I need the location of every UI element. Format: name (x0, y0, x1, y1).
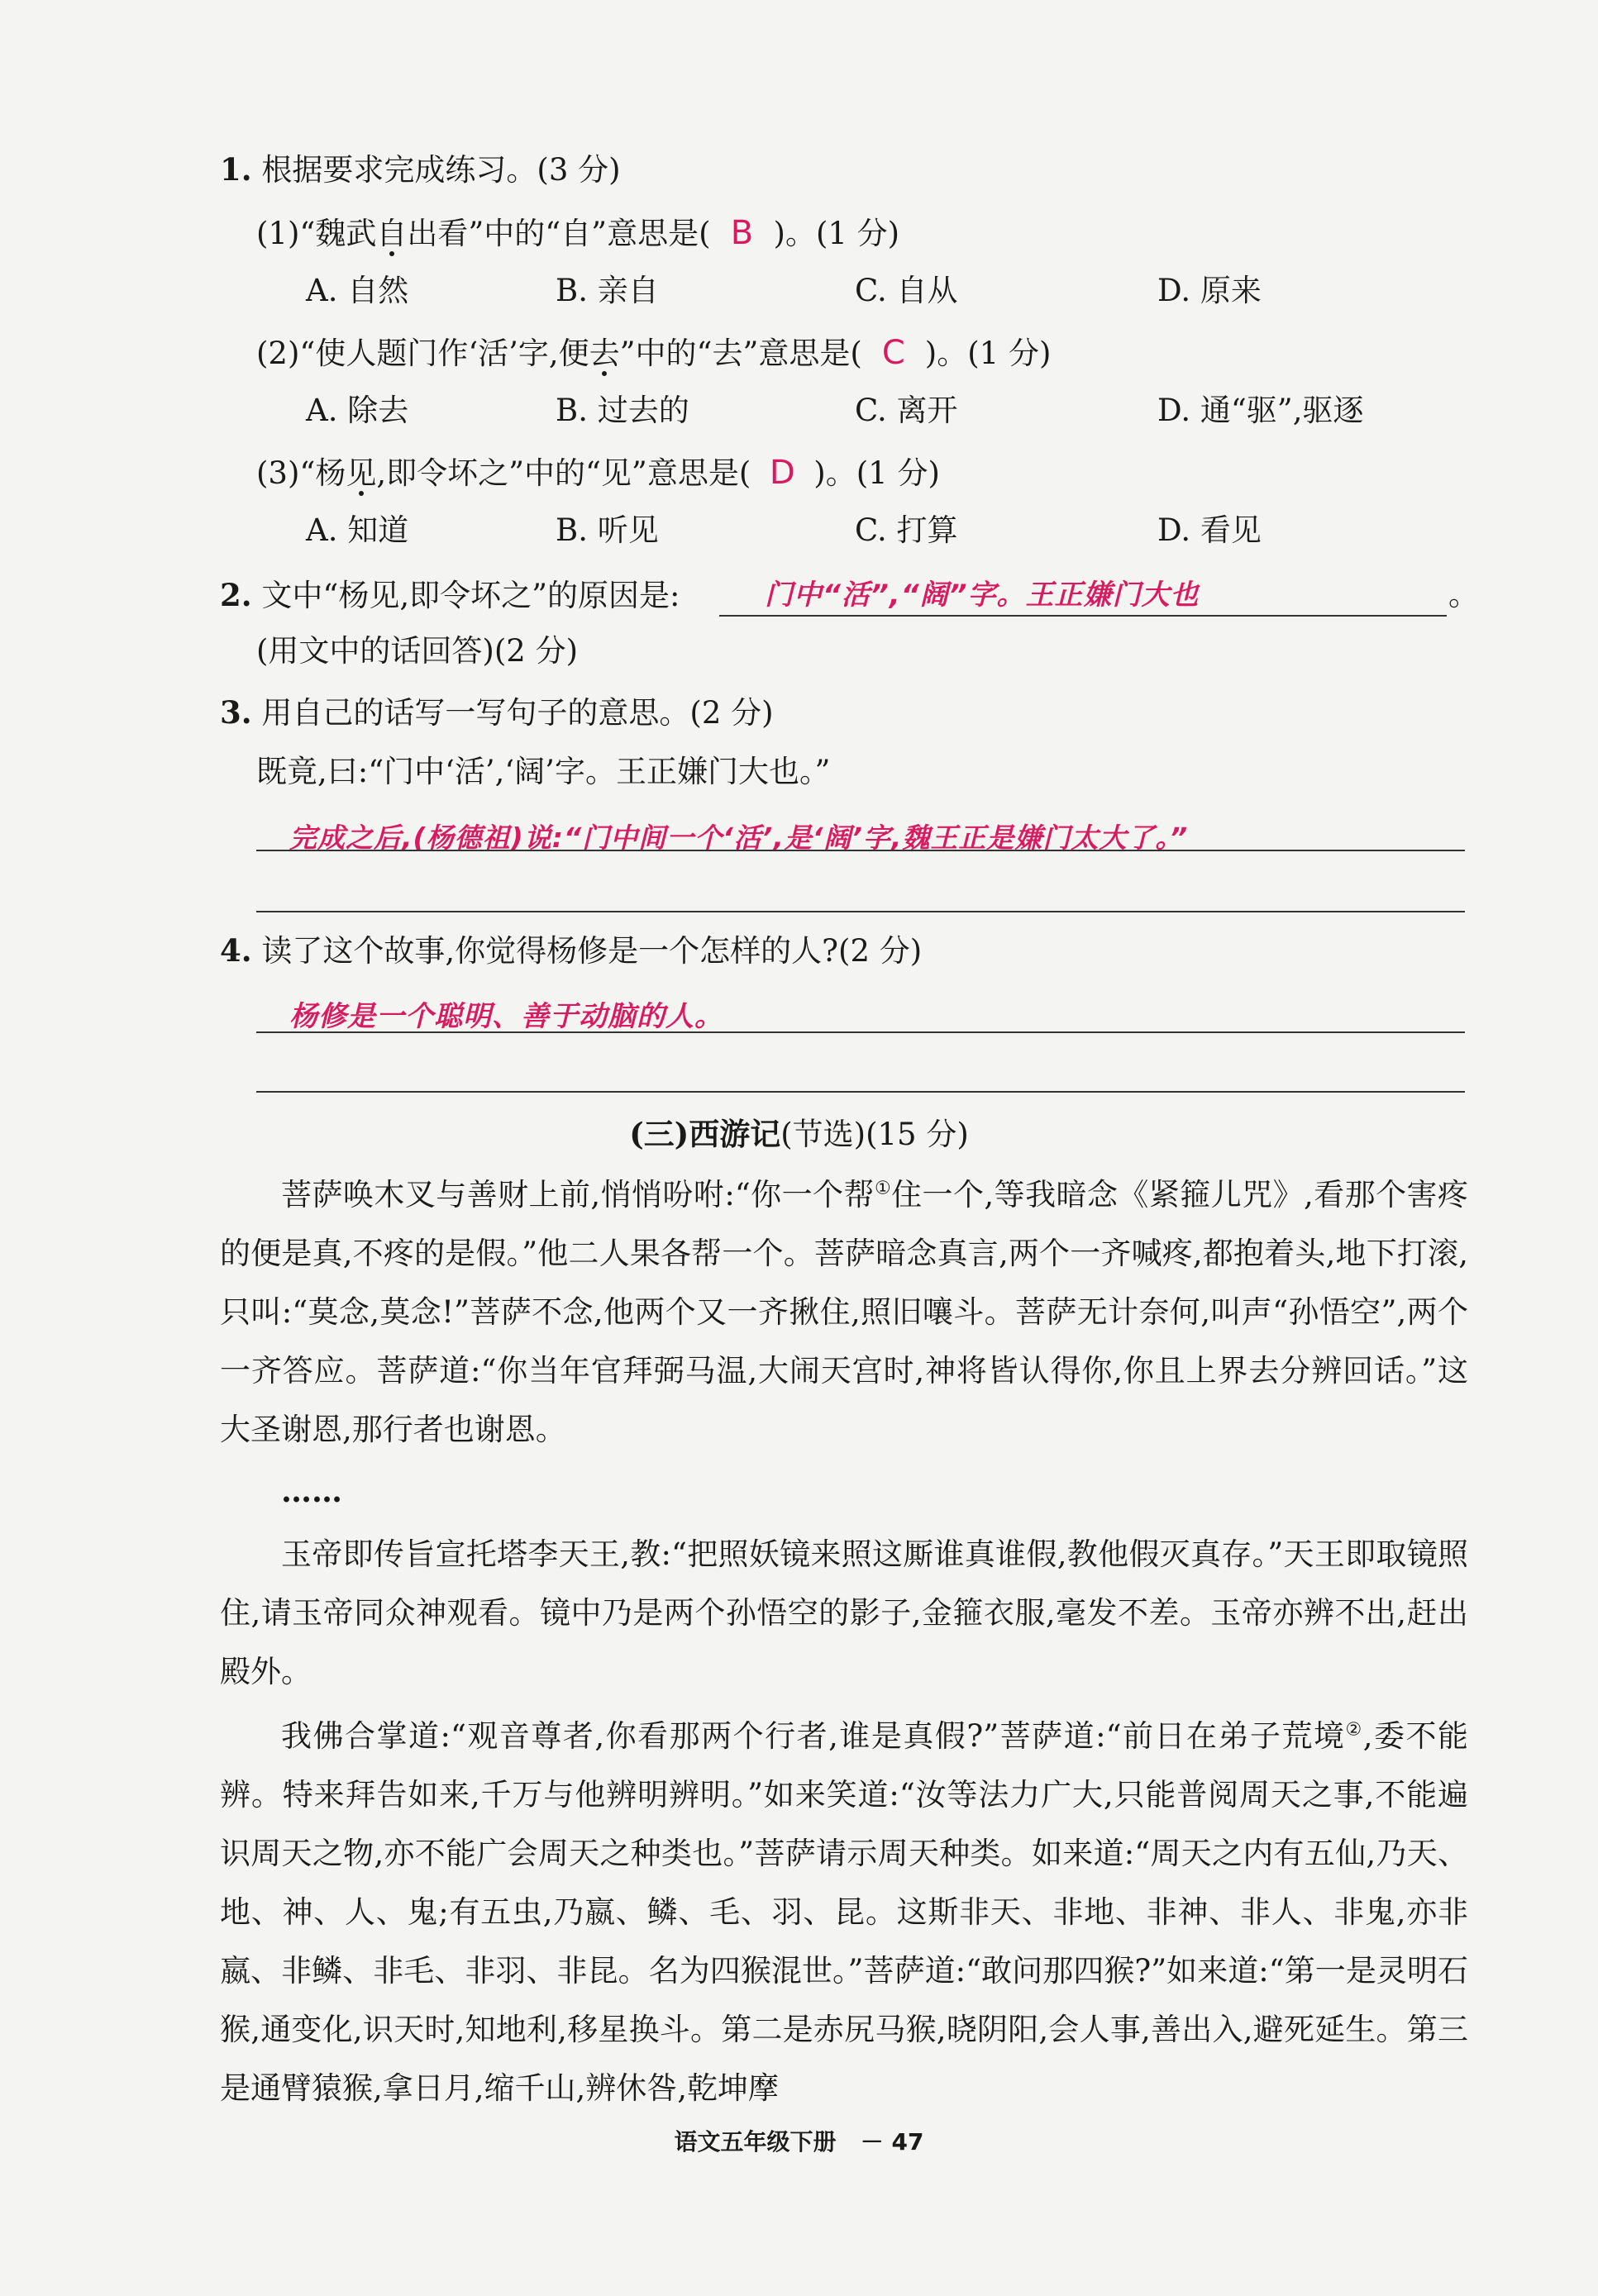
q4-stem: 4. 读了这个故事,你觉得杨修是一个怎样的人?(2 分) (220, 932, 923, 969)
q1-number: 1. (220, 151, 252, 188)
q1-sub1-option-c: C. 自从 (855, 273, 958, 308)
q1-sub2-option-c: C. 离开 (855, 393, 958, 428)
book-title: 语文五年级下册 (674, 2128, 837, 2155)
q2-note: (用文中的话回答)(2 分) (256, 633, 579, 669)
q4-answer-line-2 (256, 1091, 1465, 1093)
q1-sub3-option-d: D. 看见 (1157, 512, 1262, 548)
q2-answer: 门中“活”,“阔”字。王正嫌门大也 (765, 579, 1200, 612)
q1-sub3-answer: D (769, 454, 795, 492)
q2-answer-line (719, 615, 1447, 617)
passage-paragraph-2: 玉帝即传旨宣托塔李天王,教:“把照妖镜来照这厮谁真谁假,教他假灭真存。”天王即取镜照住,请玉帝同众神观看。镜中乃是两个孙悟空的影子,金箍衣服,毫发不差。玉帝亦辨不出,赶出殿外。 (220, 1536, 1468, 1689)
q1-sub1-option-a: A. 自然 (306, 273, 409, 308)
q1-sub2-option-d: D. 通“驱”,驱逐 (1157, 393, 1364, 428)
q3-answer-line-1 (256, 850, 1465, 851)
passage-ellipsis: …… (281, 1473, 342, 1509)
q2-end-mark: 。 (1448, 577, 1479, 612)
page-footer (0, 2124, 1598, 2157)
q2-stem: 2. 文中“杨见,即令坏之”的原因是: (220, 577, 680, 613)
q1-stem-text: 根据要求完成练习。(3 分) (261, 152, 621, 188)
emphasis-dot-char: 自 (376, 216, 408, 251)
q3-answer: 完成之后,(杨德祖)说:“门中间一个‘活’,是‘阔’字,魏王正是嫌门太大了。” (289, 822, 1189, 854)
q1-sub3-option-c: C. 打算 (855, 512, 958, 548)
q1-sub2-option-b: B. 过去的 (556, 393, 689, 428)
q3-stem: 3. 用自己的话写一写句子的意思。(2 分) (220, 694, 774, 731)
q3-quote: 既竟,曰:“门中‘活’,‘阔’字。王正嫌门大也。” (256, 754, 831, 789)
q1-sub2-option-a: A. 除去 (306, 393, 409, 428)
page-number: － 47 (860, 2128, 924, 2155)
passage-paragraph-3: 我佛合掌道:“观音尊者,你看那两个行者,谁是真假?”菩萨道:“前日在弟子荒境②,委不能辨。特来拜告如来,千万与他辨明辨明。”如来笑道:“汝等法力广大,只能普阅周天之事,不能遍识周天之物,亦不能广会周天之种类也。”菩萨请示周天种类。如来道:“周天之内有五仙,乃天、地、神、人、鬼;有五虫,乃嬴、鳞、毛、羽、昆。这斯非天、非地、非神、非人、非鬼,亦非嬴、非鳞、非毛、非羽、非昆。名为四猴混世。”菩萨道:“敢问那四猴?”如来道:“第一是灵明石猴,通变化,识天时,知地利,移星换斗。第二是赤尻马猴,晓阴阳,会人事,善出入,避死延生。第三是通臂猿猴,拿日月,缩千山,辨休咎,乾坤摩 (220, 1718, 1469, 2106)
emphasis-dot-char: 见 (346, 455, 377, 491)
q1-sub1: (1)“魏武自出看”中的“自”意思是( B )。(1 分) (256, 214, 900, 252)
q1-stem (220, 150, 621, 190)
q1-sub3-option-a: A. 知道 (306, 512, 409, 548)
passage-paragraph-1: 菩萨唤木叉与善财上前,悄悄吩咐:“你一个帮①住一个,等我暗念《紧箍儿咒》,看那个害疼的便是真,不疼的是假。”他二人果各帮一个。菩萨暗念真言,两个一齐喊疼,都抱着头,地下打滚,只叫:“莫念,莫念!”菩萨不念,他两个又一齐揪住,照旧嚷斗。菩萨无计奈何,叫声“孙悟空”,两个一齐答应。菩萨道:“你当年官拜弼马温,大闹天宫时,神将皆认得你,你且上界去分辨回话。”这大圣谢恩,那行者也谢恩。 (220, 1177, 1469, 1447)
q1-sub3: (3)“杨见,即令坏之”中的“见”意思是( D )。(1 分) (256, 454, 940, 492)
q1-sub1-option-b: B. 亲自 (556, 273, 659, 308)
q1-sub3-option-b: B. 听见 (556, 512, 659, 548)
q1-sub2-answer: C (881, 334, 905, 372)
q1-sub2: (2)“使人题门作‘活’字,便去”中的“去”意思是( C )。(1 分) (256, 334, 1052, 372)
q3-answer-line-2 (256, 911, 1465, 912)
footnote-mark: ② (1345, 1719, 1363, 1741)
q4-answer-line-1 (256, 1031, 1465, 1033)
q4-answer: 杨修是一个聪明、善于动脑的人。 (289, 1000, 723, 1033)
emphasis-dot-char: 去 (589, 336, 620, 371)
footnote-mark: ① (874, 1178, 892, 1199)
section-title: (三)西游记(节选)(15 分) (629, 1116, 969, 1152)
q1-sub1-answer: B (730, 214, 754, 252)
q1-sub1-option-d: D. 原来 (1157, 273, 1262, 308)
